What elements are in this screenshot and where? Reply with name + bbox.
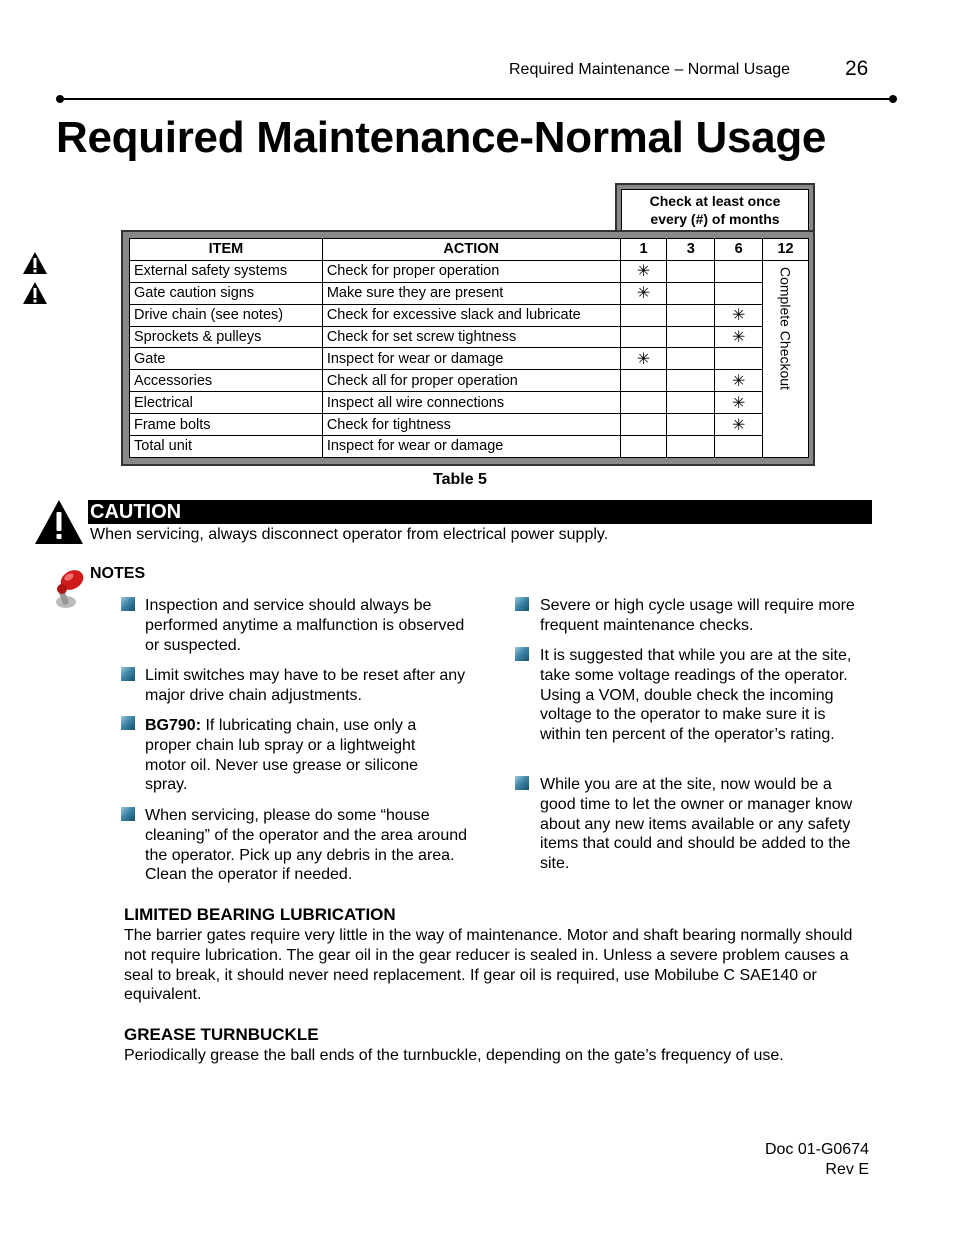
mark-6-months [715,436,763,458]
mark-6-months: ✳ [715,414,763,436]
mark-6-months [715,282,763,304]
table-row [130,260,809,282]
mark-3-months [667,370,715,392]
table-row [130,326,809,348]
action-cell: Check for tightness [322,414,620,436]
note-item: Severe or high cycle usage will require more frequent maintenance checks. [540,597,855,634]
complete-checkout-cell [763,260,809,457]
mark-3-months [667,414,715,436]
pushpin-icon [52,565,86,611]
col-header-1-month: 1 [620,239,667,261]
note-item: It is suggested that while you are at the site, take some voltage readings of the operator. Using a VOM, double check the incoming voltage to the operator to make sure it is within ten percent of the operator’s rating. [540,647,852,744]
table-caption: Table 5 [433,471,487,488]
col-header-action: ACTION [322,239,620,261]
col-header-item: ITEM [130,239,323,261]
table-row [130,282,809,304]
item-cell: Frame bolts [130,414,323,436]
mark-6-months [715,260,763,282]
mark-6-months: ✳ [715,392,763,414]
warning-triangle-icon [22,251,48,275]
table-row [130,304,809,326]
col-header-12-months: 12 [763,239,809,261]
square-bullet-icon [121,597,135,611]
item-cell: Total unit [130,436,323,458]
mark-1-month [620,326,667,348]
note-item: While you are at the site, now would be a good time to let the owner or manager know about any new items available or any safety items that could and should be added to the site. [540,776,853,873]
mark-3-months [667,326,715,348]
mark-3-months [667,282,715,304]
revision: Rev E [825,1161,869,1178]
mark-1-month [620,370,667,392]
mark-1-month [620,304,667,326]
table-row [130,370,809,392]
action-cell: Inspect for wear or damage [322,436,620,458]
mark-1-month [620,392,667,414]
note-item [145,716,460,795]
section-paragraph: Periodically grease the ball ends of the turnbuckle, depending on the gate’s frequency of use. [124,1047,784,1064]
frequency-header-line-2: every (#) of months [650,211,780,227]
warning-triangle-icon [22,281,48,305]
section-heading: LIMITED BEARING LUBRICATION [124,905,396,924]
action-cell: Inspect all wire connections [322,392,620,414]
caution-text: When servicing, always disconnect operator from electrical power supply. [90,526,609,543]
running-header: Required Maintenance – Normal Usage [509,61,791,78]
item-cell: Sprockets & pulleys [130,326,323,348]
col-header-6-months: 6 [715,239,763,261]
item-cell: Gate caution signs [130,282,323,304]
mark-1-month: ✳ [620,348,667,370]
mark-6-months: ✳ [715,326,763,348]
frequency-header-line-1: Check at least once [649,193,781,209]
doc-number: Doc 01-G0674 [764,1141,869,1158]
rule-endpoint-left [56,95,64,103]
table-row [130,436,809,458]
caution-triangle-icon [34,499,84,545]
mark-6-months: ✳ [715,304,763,326]
square-bullet-icon [121,716,135,730]
action-cell: Make sure they are present [322,282,620,304]
action-cell: Check all for proper operation [322,370,620,392]
mark-1-month: ✳ [620,282,667,304]
item-cell: External safety systems [130,260,323,282]
page-number: 26 [845,57,869,80]
frequency-header-box [615,183,815,234]
mark-1-month [620,436,667,458]
table-row [130,348,809,370]
item-cell: Drive chain (see notes) [130,304,323,326]
note-item: Limit switches may have to be reset after any major drive chain adjustments. [145,667,466,704]
mark-3-months [667,348,715,370]
mark-3-months [667,260,715,282]
item-cell: Accessories [130,370,323,392]
mark-3-months [667,304,715,326]
complete-checkout-label: Complete Checkout [777,266,794,390]
square-bullet-icon [121,667,135,681]
note-item: When servicing, please do some “house cleaning” of the operator and the area around the operator. Pick up any debris in the area. Clean the operator if needed. [145,807,468,884]
footer [765,1140,869,1180]
square-bullet-icon [515,647,529,661]
square-bullet-icon [515,776,529,790]
mark-6-months [715,348,763,370]
note-bold-prefix: BG790: [145,717,202,734]
mark-1-month [620,414,667,436]
square-bullet-icon [121,807,135,821]
mark-3-months [667,436,715,458]
table-row [130,392,809,414]
mark-3-months [667,392,715,414]
section-paragraph: The barrier gates require very little in the way of maintenance. Motor and shaft bearing normally should not require lubrication. The gear oil in the gear reducer is sealed in. Unless a severe problem causes a seal to break, it should never need replacement. If gear oil is required, use Mobilube C SAE140 or equivalent. [124,927,853,1004]
table-row [130,414,809,436]
col-header-3-months: 3 [667,239,715,261]
rule-endpoint-right [889,95,897,103]
action-cell: Check for set screw tightness [322,326,620,348]
note-text: If lubricating chain, use only a proper chain lub spray or a lightweight motor oil. Never use grease or silicone spray. [145,717,419,794]
mark-6-months: ✳ [715,370,763,392]
action-cell: Check for excessive slack and lubricate [322,304,620,326]
note-item: Inspection and service should always be performed anytime a malfunction is observed or suspected. [145,597,465,654]
table-header-row [130,239,809,261]
action-cell: Check for proper operation [322,260,620,282]
header-rule [60,98,894,100]
item-cell: Electrical [130,392,323,414]
action-cell: Inspect for wear or damage [322,348,620,370]
square-bullet-icon [515,597,529,611]
maintenance-table-frame [121,230,815,466]
caution-heading: CAUTION [88,500,872,524]
section-heading: GREASE TURNBUCKLE [124,1025,319,1044]
mark-1-month: ✳ [620,260,667,282]
item-cell: Gate [130,348,323,370]
page-title: Required Maintenance-Normal Usage [56,113,827,162]
notes-heading: NOTES [90,565,146,582]
maintenance-table [129,238,809,458]
